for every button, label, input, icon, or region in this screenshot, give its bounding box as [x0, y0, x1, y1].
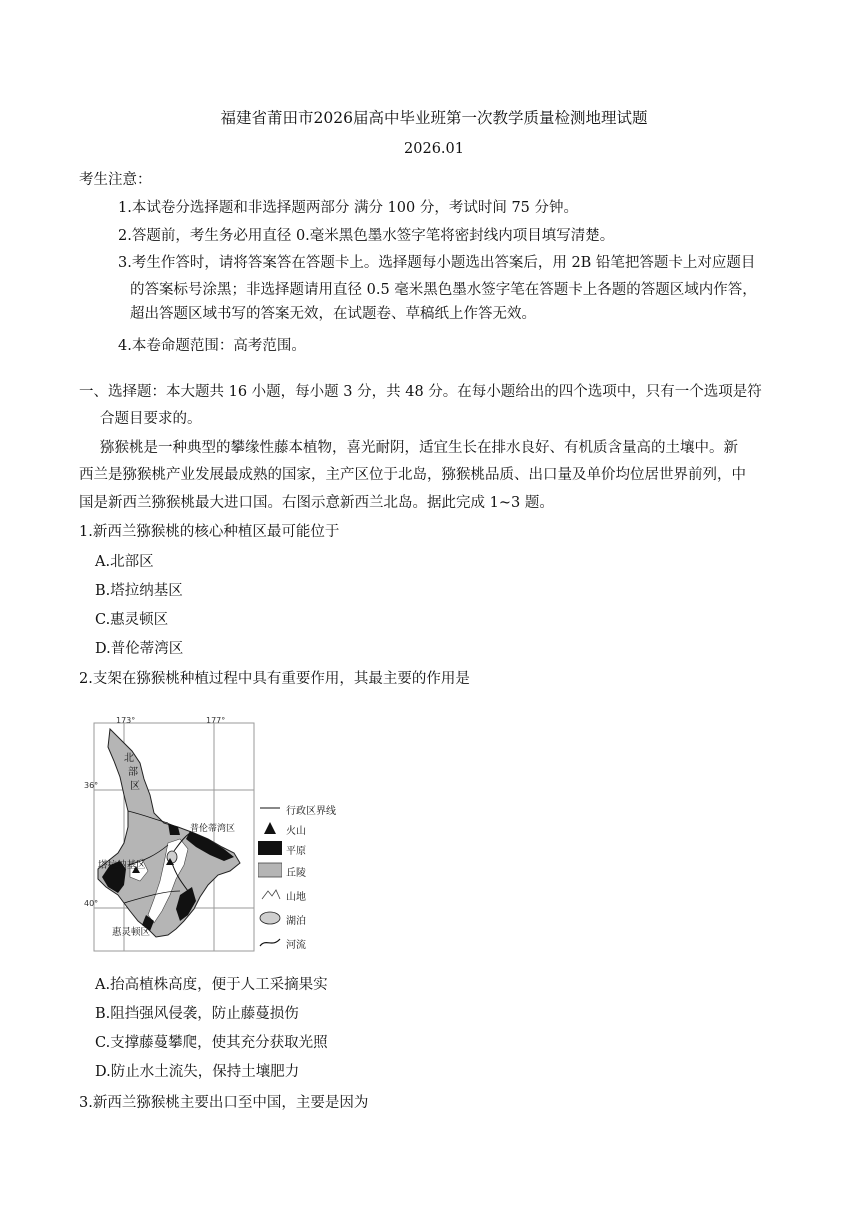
- legend-item: 丘陵: [258, 862, 368, 878]
- region-label-wellington: 惠灵顿区: [112, 927, 151, 938]
- question-option: C.支撑藤蔓攀爬，使其充分获取光照: [95, 1035, 328, 1051]
- page-title: 福建省莆田市2026届高中毕业班第一次教学质量检测地理试题: [220, 109, 648, 127]
- lon-label: 173°: [116, 716, 136, 725]
- hill-icon: [258, 862, 282, 878]
- region-label-north: 部: [128, 767, 138, 778]
- section-heading: 一、选择题：本大题共 16 小题，每小题 3 分，共 48 分。在每小题给出的四个选项中，只有一个选项是符: [79, 384, 762, 400]
- question-option: D.防止水土流失，保持土壤肥力: [95, 1064, 300, 1080]
- question-option: C.惠灵顿区: [95, 612, 169, 628]
- volcano-icon: [258, 820, 282, 836]
- region-label-north: 北: [124, 753, 134, 764]
- legend-item: 湖泊: [258, 910, 368, 926]
- notice-item: 2.答题前，考生务必用直径 0.毫米黑色墨水签字笔将密封线内项目填写清楚。: [118, 228, 615, 244]
- notice-heading: 考生注意：: [79, 172, 152, 188]
- legend-item: 行政区界线: [258, 800, 368, 816]
- legend-item: 河流: [258, 934, 368, 950]
- question-stem: 2.支架在猕猴桃种植过程中具有重要作用，其最主要的作用是: [79, 671, 470, 687]
- lat-label: 40°: [84, 899, 99, 908]
- notice-item-continuation: 的答案标号涂黑；非选择题请用直径 0.5 毫米黑色墨水签字笔在答题卡上各题的答题区域内作答，: [130, 282, 757, 298]
- question-option: A.北部区: [95, 554, 154, 570]
- passage-line: 西兰是猕猴桃产业发展最成熟的国家，主产区位于北岛，猕猴桃品质、出口量及单价均位居世界前列，中: [79, 467, 746, 483]
- legend-item: 火山: [258, 820, 368, 836]
- notice-item-continuation: 超出答题区域书写的答案无效，在试题卷、草稿纸上作答无效。: [130, 306, 536, 322]
- notice-item: 1.本试卷分选择题和非选择题两部分 满分 100 分，考试时间 75 分钟。: [118, 200, 579, 216]
- lake-icon: [258, 910, 282, 926]
- legend-item: 平原: [258, 840, 368, 856]
- region-label-taranaki: 塔拉纳基区: [98, 860, 146, 871]
- legend-item: 山地: [258, 886, 368, 902]
- mountain-icon: [258, 886, 282, 902]
- question-option: D.普伦蒂湾区: [95, 641, 184, 657]
- river-icon: [258, 934, 282, 950]
- question-option: B.塔拉纳基区: [95, 583, 183, 599]
- question-stem: 1.新西兰猕猴桃的核心种植区最可能位于: [79, 524, 340, 540]
- lat-label: 36°: [84, 781, 99, 790]
- question-option: B.阻挡强风侵袭，防止藤蔓损伤: [95, 1006, 299, 1022]
- plain-icon: [258, 840, 282, 856]
- question-stem: 3.新西兰猕猴桃主要出口至中国，主要是因为: [79, 1095, 369, 1111]
- boundary-line-icon: [258, 800, 282, 816]
- region-label-north: 区: [130, 781, 140, 792]
- region-label-bay: 普伦蒂湾区: [190, 824, 236, 834]
- section-heading-continuation: 合题目要求的。: [100, 411, 202, 427]
- notice-item: 3.考生作答时，请将答案答在答题卡上。选择题每小题选出答案后，用 2B 铅笔把答题卡上对应题目: [118, 255, 756, 271]
- passage-line: 国是新西兰猕猴桃最大进口国。右图示意新西兰北岛。据此完成 1~3 题。: [79, 495, 554, 511]
- question-option: A.抬高植株高度，便于人工采摘果实: [95, 977, 328, 993]
- exam-date: 2026.01: [404, 141, 464, 157]
- plain-area: [168, 823, 180, 835]
- passage-line: 猕猴桃是一种典型的攀缘性藤本植物，喜光耐阴，适宜生长在排水良好、有机质含量高的土壤中。新: [100, 440, 738, 456]
- notice-item: 4.本卷命题范围：高考范围。: [118, 338, 306, 354]
- lon-label: 177°: [206, 716, 226, 725]
